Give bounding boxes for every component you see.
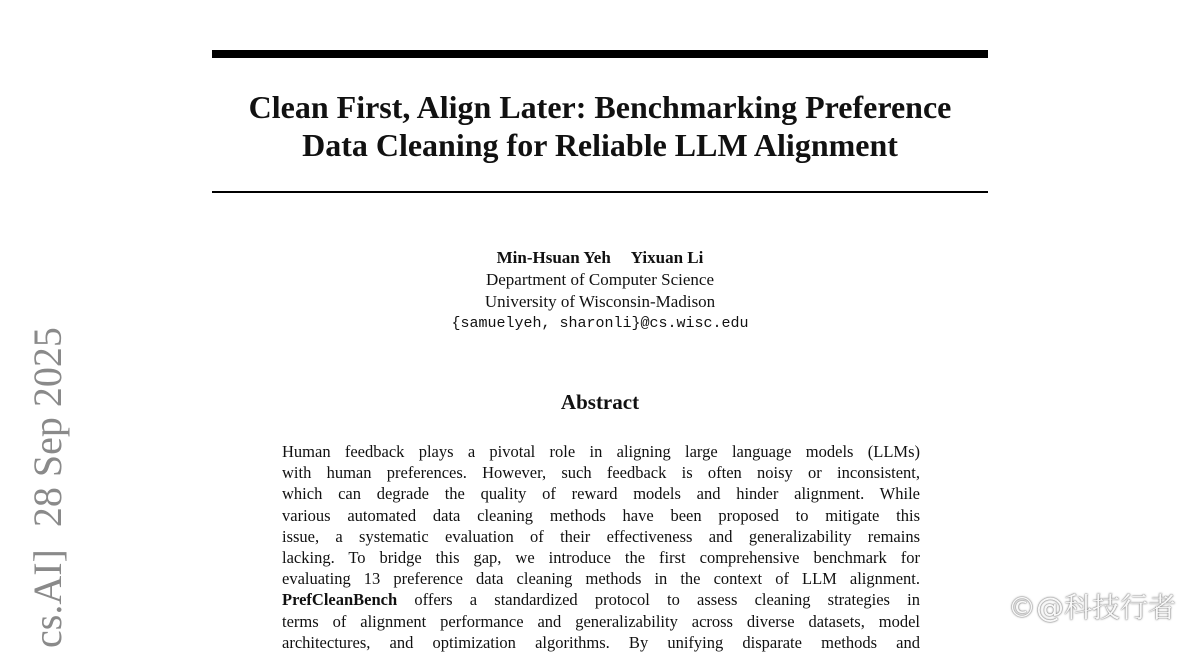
abstract-line: architectures, and optimization algorithms. By unifying disparate methods and	[282, 632, 920, 652]
title-line-2: Data Cleaning for Reliable LLM Alignment	[302, 127, 898, 163]
watermark: ©@科技行者	[1007, 591, 1176, 624]
arxiv-date: 28 Sep 2025	[25, 327, 70, 528]
top-rule	[212, 50, 988, 58]
abstract-line: lacking. To bridge this gap, we introduce the first comprehensive benchmark for	[282, 548, 920, 568]
abstract-body	[282, 441, 920, 653]
abstract-line: Human feedback plays a pivotal role in aligning large language models (LLMs)	[282, 442, 920, 461]
abstract-line: various automated data cleaning methods have been proposed to mitigate this	[282, 505, 920, 525]
abstract-line: issue, a systematic evaluation of their effectiveness and generalizability remains	[282, 526, 920, 546]
abstract-line: evaluating 13 preference data cleaning methods in the context of LLM alignment.	[282, 569, 920, 589]
author-1: Min-Hsuan Yeh	[496, 248, 611, 267]
abstract-line: terms of alignment performance and generalizability across diverse datasets, model	[282, 611, 920, 631]
abstract-line-rest: offers a standardized protocol to assess cleaning strategies in	[414, 590, 920, 610]
author-university: University of Wisconsin-Madison	[484, 292, 716, 311]
author-department: Department of Computer Science	[485, 270, 714, 289]
author-email: {samuelyeh, sharonli}@cs.wisc.edu	[451, 315, 749, 332]
arxiv-side-stamp	[25, 327, 70, 648]
abstract-line: which can degrade the quality of reward models and hinder alignment. While	[282, 484, 920, 504]
paper-title	[212, 88, 988, 164]
author-block	[212, 247, 988, 335]
author-names	[212, 247, 988, 269]
title-line-1: Clean First, Align Later: Benchmarking Preference	[248, 89, 952, 125]
benchmark-name: PrefCleanBench	[282, 590, 398, 610]
abstract-line: with human preferences. However, such feedback is often noisy or inconsistent,	[282, 463, 920, 483]
abstract-heading: Abstract	[560, 390, 640, 414]
author-2: Yixuan Li	[630, 248, 704, 267]
bottom-rule	[212, 191, 988, 193]
arxiv-category: cs.AI]	[25, 549, 70, 648]
abstract-line-with-bold	[282, 589, 920, 610]
